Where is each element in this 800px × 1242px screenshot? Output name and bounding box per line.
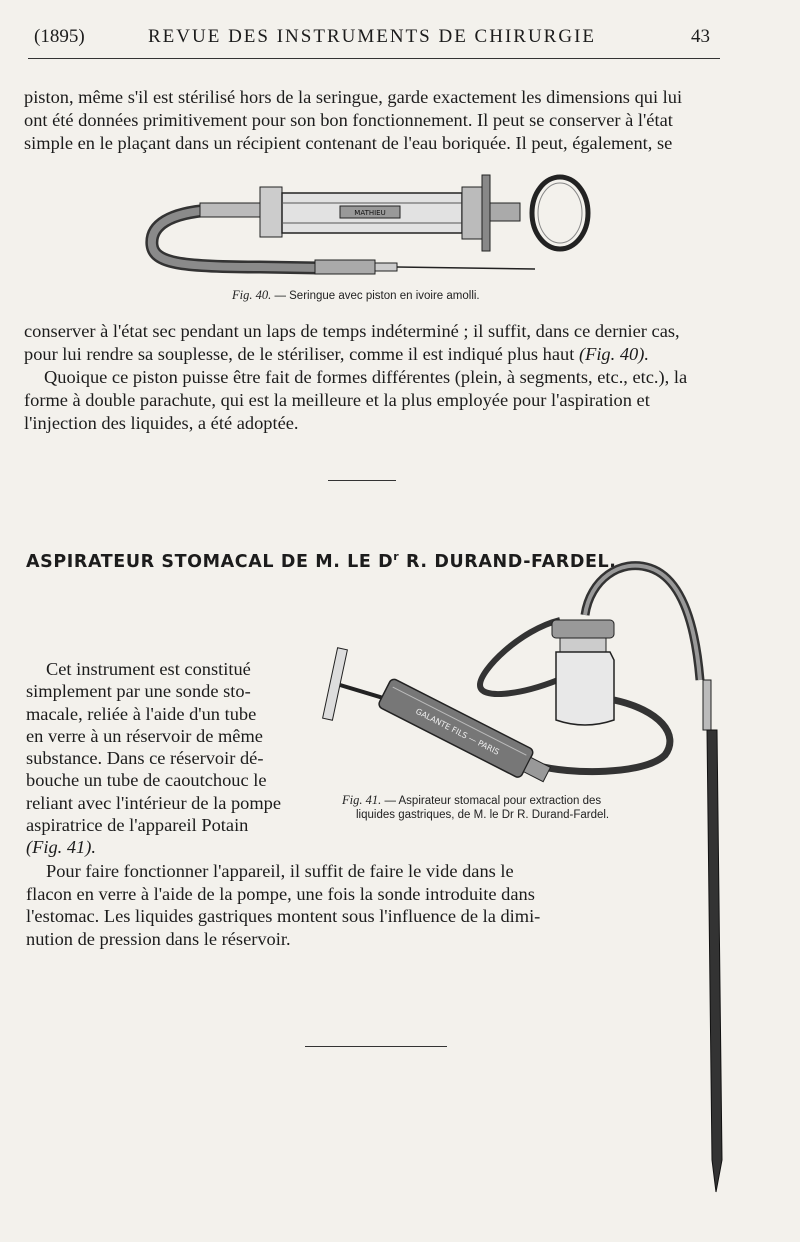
section-title-text: ASPIRATEUR STOMACAL DE M. LE D [26,551,394,572]
text-line: piston, même s'il est stérilisé hors de la seringue, garde exactement les dimensions qui lui [24,87,683,107]
page-number: 43 [691,26,710,47]
text-line: l'estomac. Les liquides gastriques montent sous l'influence de la dimi- [26,906,541,926]
paragraph-2 [24,320,724,366]
text-line: forme à double parachute, qui est la meilleure et la plus employée pour l'aspiration et [24,390,650,410]
text-line: ont été données primitivement pour son bon fonctionnement. Il peut se conserver à l'état [24,110,673,130]
text-line: Cet instrument est constitué [46,659,251,679]
caption-line: liquides gastriques, de M. le Dr R. Durand-Fardel. [356,809,610,821]
text-line: flacon en verre à l'aide de la pompe, une fois la sonde introduite dans [26,883,535,904]
header-title: REVUE DES INSTRUMENTS DE CHIRURGIE [148,26,596,47]
figure-41-caption [342,793,642,822]
end-separator [305,1046,447,1047]
syringe-engraving-label: MATHIEU [354,209,386,217]
text-segment: pour lui rendre sa souplesse, de le stériliser, comme il est indiqué plus haut [24,344,575,364]
text-line: simple en le plaçant dans un récipient contenant de l'eau boriquée. Il peut, également, se [24,133,673,153]
text-line: substance. Dans ce réservoir dé- [26,748,264,769]
text-line: simplement par une sonde sto- [26,681,251,702]
figure-40-syringe-illustration [140,165,600,285]
text-line: nution de pression dans le réservoir. [26,928,291,949]
text-line: bouche un tube de caoutchouc le [26,770,267,791]
text-line: conserver à l'état sec pendant un laps de temps indéterminé ; il suffit, dans ce dernier cas, [24,321,680,341]
caption-fig-number: Fig. 41. [342,793,382,807]
text-line: en verre à un réservoir de même [26,725,263,746]
paragraph-5 [26,860,586,950]
section-separator [328,480,396,481]
figure-reference: (Fig. 40). [578,344,649,364]
section-title-superscript: r [393,550,400,563]
text-line: l'injection des liquides, a été adoptée. [24,413,299,433]
text-line: Pour faire fonctionner l'appareil, il suffit de faire le vide dans le [46,861,514,881]
caption-text: — Seringue avec piston en ivoire amolli. [274,290,480,302]
figure-40-caption [232,288,480,303]
pump-engraving-label: GALANTE FILS — PARIS [414,706,501,757]
text-line: macale, reliée à l'aide d'un tube [26,703,257,724]
caption-text: — Aspirateur stomacal pour extraction des [384,795,602,807]
paragraph-1 [24,86,724,155]
header-year: (1895) [34,26,85,47]
paragraph-4 [26,658,292,859]
text-line [24,343,724,366]
text-line: Quoique ce piston puisse être fait de formes différentes (plein, à segments, etc., etc.), la [44,367,688,387]
section-title-text-end: R. DURAND-FARDEL. [399,551,617,572]
running-header [34,24,710,52]
caption-line [342,793,642,808]
paragraph-3 [24,366,724,435]
text-line: aspiratrice de l'appareil Potain [26,815,249,836]
text-line: reliant avec l'intérieur de la pompe [26,792,282,813]
caption-fig-number: Fig. 40. [232,288,272,302]
header-rule [28,58,720,59]
figure-reference: (Fig. 41). [26,837,96,858]
